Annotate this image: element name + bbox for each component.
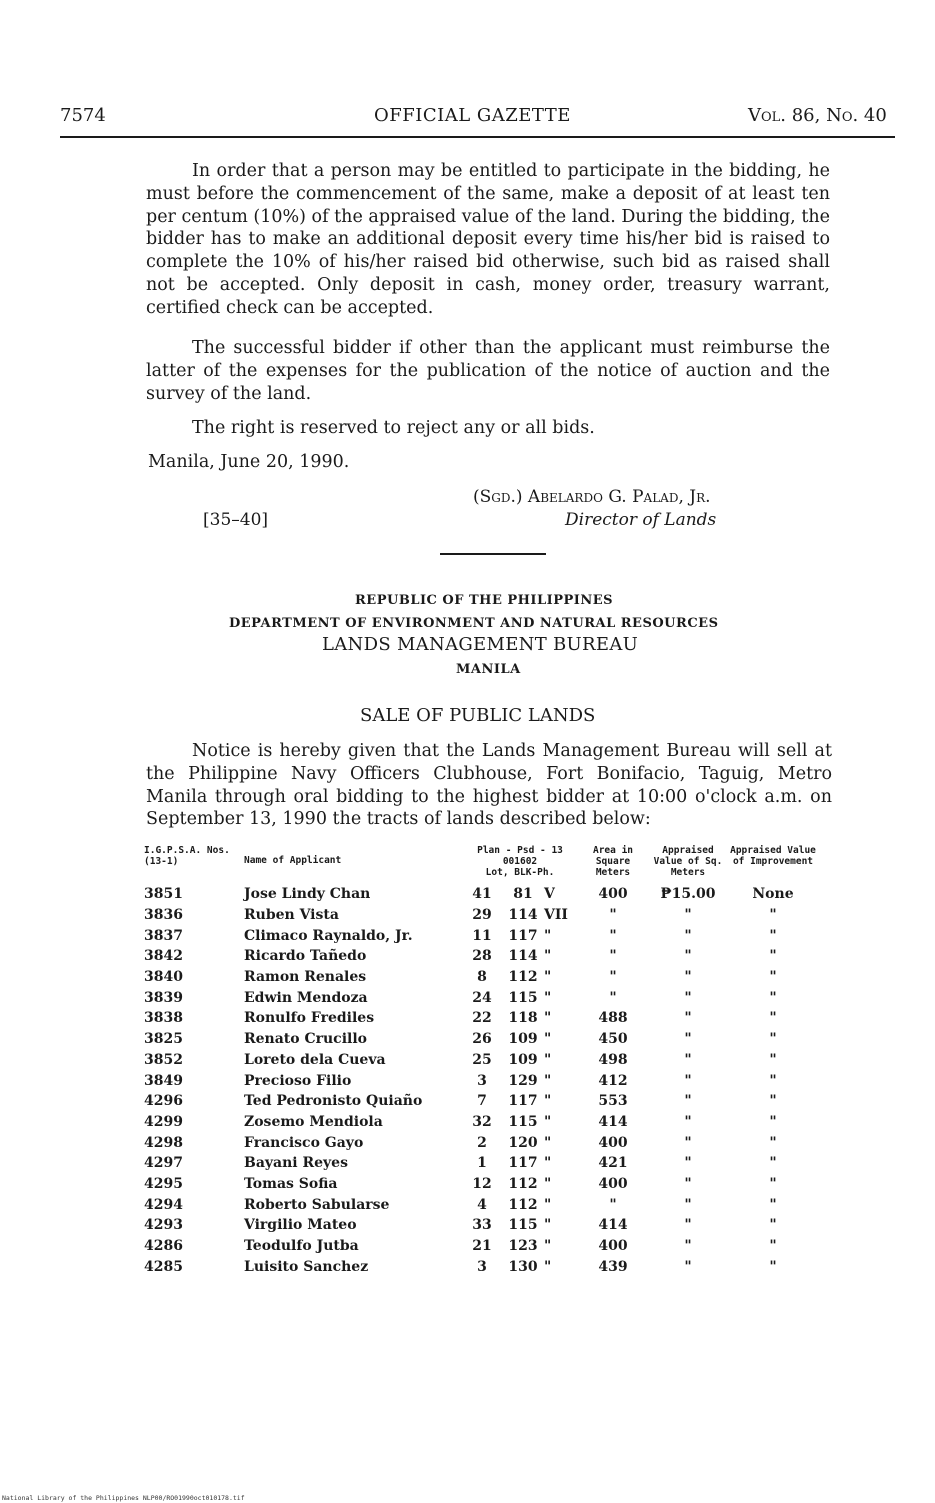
- cell-ph: ": [544, 1031, 552, 1048]
- header-plan: [462, 845, 578, 878]
- cell-no: 3838: [144, 1010, 183, 1027]
- cell-lot: 2: [477, 1134, 487, 1151]
- cell-blk: 118: [508, 1010, 538, 1027]
- cell-value: ": [684, 1238, 692, 1255]
- cell-name: Ruben Vista: [244, 907, 339, 924]
- cell-ph: ": [544, 969, 552, 986]
- cell-lot: 28: [472, 948, 492, 965]
- cell-lot: 3: [477, 1258, 487, 1275]
- cell-name: Francisco Gayo: [244, 1134, 364, 1151]
- cell-area: 400: [598, 1238, 628, 1255]
- cell-ph: ": [544, 1155, 552, 1172]
- cell-ph: ": [544, 1134, 552, 1151]
- cell-imp: ": [769, 1196, 777, 1213]
- agency-republic: REPUBLIC OF THE PHILIPPINES: [355, 593, 614, 608]
- cell-name: Luisito Sanchez: [244, 1258, 369, 1275]
- cell-area: 439: [598, 1258, 628, 1275]
- header-area: Area in Square Meters: [592, 845, 634, 878]
- cell-imp: ": [769, 1134, 777, 1151]
- header-name: Name of Applicant: [244, 855, 342, 866]
- cell-imp: ": [769, 1258, 777, 1275]
- cell-imp: ": [769, 927, 777, 944]
- reserve-paragraph: The right is reserved to reject any or all bids.: [192, 418, 595, 438]
- cell-imp: ": [769, 1093, 777, 1110]
- cell-imp: ": [769, 1217, 777, 1234]
- cell-lot: 11: [472, 927, 492, 944]
- cell-area: ": [609, 989, 617, 1006]
- cell-lot: 8: [477, 969, 487, 986]
- cell-value: ": [684, 1051, 692, 1068]
- cell-area: 400: [598, 1134, 628, 1151]
- cell-imp: ": [769, 1238, 777, 1255]
- cell-value: ": [684, 1113, 692, 1130]
- cell-blk: 114: [508, 907, 538, 924]
- cell-lot: 4: [477, 1196, 487, 1213]
- cell-no: 4298: [144, 1134, 183, 1151]
- cell-imp: ": [769, 948, 777, 965]
- cell-no: 3837: [144, 927, 183, 944]
- cell-no: 3836: [144, 907, 183, 924]
- cell-value: ": [684, 1217, 692, 1234]
- header-improvement: Appraised Value of Improvement: [730, 845, 816, 867]
- table-row: [140, 925, 818, 946]
- header-value: Appraised Value of Sq. Meters: [653, 845, 723, 878]
- cell-blk: 112: [508, 1196, 538, 1213]
- table-row: [140, 1174, 818, 1195]
- cell-blk: 81: [513, 886, 533, 903]
- cell-blk: 112: [508, 969, 538, 986]
- table-row: [140, 1008, 818, 1029]
- archive-footer: National Library of the Philippines NLP00/RO01990oct010178.tif: [2, 1494, 245, 1502]
- cell-ph: ": [544, 1093, 552, 1110]
- gazette-title: OFFICIAL GAZETTE: [374, 105, 571, 126]
- cell-lot: 12: [472, 1175, 492, 1192]
- table-row: [140, 1236, 818, 1257]
- table-header-row: [140, 845, 818, 878]
- cell-area: 450: [598, 1031, 628, 1048]
- cell-no: 4296: [144, 1093, 183, 1110]
- cell-value: ": [684, 1134, 692, 1151]
- page-number: 7574: [60, 105, 106, 126]
- cell-ph: V: [544, 886, 555, 903]
- table-row: [140, 946, 818, 967]
- cell-blk: 109: [508, 1031, 538, 1048]
- cell-ph: ": [544, 927, 552, 944]
- agency-city: MANILA: [456, 662, 521, 677]
- cell-area: 421: [598, 1155, 628, 1172]
- cell-area: 412: [598, 1072, 628, 1089]
- header-nos: I.G.P.S.A. Nos. (13-1): [144, 845, 230, 867]
- cell-no: 3839: [144, 989, 183, 1006]
- cell-area: 400: [598, 1175, 628, 1192]
- cell-name: Ricardo Tañedo: [244, 948, 367, 965]
- cell-name: Jose Lindy Chan: [244, 886, 371, 903]
- cell-ph: ": [544, 1010, 552, 1027]
- signature-name: (Sgd.) Abelardo G. Palad, Jr.: [473, 487, 711, 507]
- cell-lot: 29: [472, 907, 492, 924]
- cell-value: ₱15.00: [660, 886, 716, 903]
- land-table: [140, 845, 818, 1277]
- cell-no: 4297: [144, 1155, 183, 1172]
- cell-name: Climaco Raynaldo, Jr.: [244, 927, 413, 944]
- table-row: [140, 987, 818, 1008]
- header-rule: [60, 136, 895, 138]
- cell-value: ": [684, 907, 692, 924]
- table-row: [140, 1132, 818, 1153]
- cell-imp: ": [769, 1072, 777, 1089]
- cell-no: 4299: [144, 1113, 183, 1130]
- cell-no: 3849: [144, 1072, 183, 1089]
- cell-ph: ": [544, 1238, 552, 1255]
- cell-blk: 123: [508, 1238, 538, 1255]
- cell-lot: 41: [472, 886, 492, 903]
- cell-imp: None: [752, 886, 794, 903]
- cell-name: Renato Crucillo: [244, 1031, 367, 1048]
- cell-area: 553: [598, 1093, 628, 1110]
- cell-no: 3840: [144, 969, 183, 986]
- header-plan-number: Plan - Psd - 13 001602: [477, 845, 563, 867]
- cell-lot: 26: [472, 1031, 492, 1048]
- volume-number: Vol. 86, No. 40: [748, 105, 887, 126]
- cell-name: Tomas Sofia: [244, 1175, 338, 1192]
- cell-blk: 130: [508, 1258, 538, 1275]
- cell-no: 3825: [144, 1031, 183, 1048]
- cell-no: 3851: [144, 886, 183, 903]
- cell-blk: 115: [508, 1217, 538, 1234]
- cell-blk: 120: [508, 1134, 538, 1151]
- table-row: [140, 1256, 818, 1277]
- cell-ph: ": [544, 1196, 552, 1213]
- cell-imp: ": [769, 1051, 777, 1068]
- place-date: Manila, June 20, 1990.: [148, 452, 350, 472]
- cell-ph: ": [544, 1175, 552, 1192]
- cell-name: Ronulfo Frediles: [244, 1010, 375, 1027]
- cell-value: ": [684, 1072, 692, 1089]
- cell-blk: 109: [508, 1051, 538, 1068]
- table-body: [140, 878, 818, 1277]
- cell-imp: ": [769, 1155, 777, 1172]
- cell-area: 414: [598, 1113, 628, 1130]
- cell-blk: 129: [508, 1072, 538, 1089]
- table-row: [140, 905, 818, 926]
- cell-no: 3842: [144, 948, 183, 965]
- cell-area: ": [609, 1196, 617, 1213]
- cell-imp: ": [769, 989, 777, 1006]
- cell-area: ": [609, 969, 617, 986]
- cell-name: Edwin Mendoza: [244, 989, 368, 1006]
- cell-area: ": [609, 907, 617, 924]
- cell-lot: 22: [472, 1010, 492, 1027]
- cell-value: ": [684, 1155, 692, 1172]
- section-divider: [440, 553, 546, 555]
- table-row: [140, 1194, 818, 1215]
- cell-area: 488: [598, 1010, 628, 1027]
- cell-no: 4285: [144, 1258, 183, 1275]
- cell-lot: 24: [472, 989, 492, 1006]
- cell-area: 400: [598, 886, 628, 903]
- cell-value: ": [684, 969, 692, 986]
- cell-area: 498: [598, 1051, 628, 1068]
- cell-value: ": [684, 1031, 692, 1048]
- cell-name: Precioso Filio: [244, 1072, 352, 1089]
- notice-reference: [35–40]: [203, 510, 269, 530]
- deposit-paragraph: In order that a person may be entitled to participate in the bidding, he must before the commencement of the same, make a deposit of at least ten per centum (10%) of the appraised value of the land. During the bidding, the bidder has to make an additional deposit every time his/her bid is raised to complete the 10% of his/her raised bid otherwise, such bid as raised shall not be accepted. Only deposit in cash, money order, treasury warrant, certified check can be accepted.: [146, 161, 830, 318]
- cell-value: ": [684, 948, 692, 965]
- cell-ph: ": [544, 1072, 552, 1089]
- cell-value: ": [684, 989, 692, 1006]
- cell-name: Bayani Reyes: [244, 1155, 348, 1172]
- agency-bureau: LANDS MANAGEMENT BUREAU: [322, 634, 639, 655]
- cell-value: ": [684, 1093, 692, 1110]
- notice-paragraph: Notice is hereby given that the Lands Management Bureau will sell at the Philippine Navy Officers Clubhouse, Fort Bonifacio, Taguig, Metro Manila through oral bidding to the highest bidder at 10:00 o'clock a.m. on September 13, 1990 the tracts of lands described below:: [146, 741, 832, 830]
- cell-ph: ": [544, 989, 552, 1006]
- signature-position: Director of Lands: [565, 510, 717, 530]
- table-row: [140, 1112, 818, 1133]
- table-row: [140, 1215, 818, 1236]
- cell-name: Ramon Renales: [244, 969, 367, 986]
- cell-imp: ": [769, 1113, 777, 1130]
- cell-area: ": [609, 927, 617, 944]
- cell-area: ": [609, 948, 617, 965]
- cell-lot: 32: [472, 1113, 492, 1130]
- cell-name: Ted Pedronisto Quiaño: [244, 1093, 423, 1110]
- cell-no: 4295: [144, 1175, 183, 1192]
- cell-ph: VII: [544, 907, 568, 924]
- table-row: [140, 1050, 818, 1071]
- cell-imp: ": [769, 1031, 777, 1048]
- cell-name: Teodulfo Jutba: [244, 1238, 359, 1255]
- header-lot-blk: Lot, BLK-Ph.: [485, 867, 555, 878]
- cell-no: 3852: [144, 1051, 183, 1068]
- cell-blk: 114: [508, 948, 538, 965]
- cell-no: 4294: [144, 1196, 183, 1213]
- cell-blk: 117: [508, 1155, 538, 1172]
- table-row: [140, 1070, 818, 1091]
- cell-ph: ": [544, 1258, 552, 1275]
- cell-blk: 117: [508, 1093, 538, 1110]
- cell-lot: 3: [477, 1072, 487, 1089]
- cell-imp: ": [769, 907, 777, 924]
- cell-lot: 7: [477, 1093, 487, 1110]
- cell-value: ": [684, 1175, 692, 1192]
- cell-name: Zosemo Mendiola: [244, 1113, 383, 1130]
- cell-blk: 115: [508, 1113, 538, 1130]
- cell-name: Virgilio Mateo: [244, 1217, 357, 1234]
- cell-lot: 1: [477, 1155, 487, 1172]
- cell-lot: 25: [472, 1051, 492, 1068]
- table-row: [140, 878, 818, 905]
- cell-no: 4293: [144, 1217, 183, 1234]
- table-row: [140, 1091, 818, 1112]
- cell-ph: ": [544, 1217, 552, 1234]
- table-row: [140, 1153, 818, 1174]
- agency-department: DEPARTMENT OF ENVIRONMENT AND NATURAL RESOURCES: [229, 616, 719, 631]
- cell-blk: 115: [508, 989, 538, 1006]
- cell-ph: ": [544, 948, 552, 965]
- cell-lot: 21: [472, 1238, 492, 1255]
- cell-value: ": [684, 1010, 692, 1027]
- cell-value: ": [684, 1196, 692, 1213]
- cell-imp: ": [769, 969, 777, 986]
- cell-name: Roberto Sabularse: [244, 1196, 390, 1213]
- cell-ph: ": [544, 1051, 552, 1068]
- cell-lot: 33: [472, 1217, 492, 1234]
- table-row: [140, 967, 818, 988]
- cell-area: 414: [598, 1217, 628, 1234]
- cell-imp: ": [769, 1010, 777, 1027]
- cell-value: ": [684, 927, 692, 944]
- cell-name: Loreto dela Cueva: [244, 1051, 386, 1068]
- notice-title: SALE OF PUBLIC LANDS: [360, 705, 596, 726]
- cell-value: ": [684, 1258, 692, 1275]
- table-row: [140, 1029, 818, 1050]
- cell-imp: ": [769, 1175, 777, 1192]
- cell-blk: 117: [508, 927, 538, 944]
- cell-ph: ": [544, 1113, 552, 1130]
- cell-no: 4286: [144, 1238, 183, 1255]
- cell-blk: 112: [508, 1175, 538, 1192]
- reimburse-paragraph: The successful bidder if other than the applicant must reimburse the latter of the expenses for the publication of the notice of auction and the survey of the land.: [146, 338, 830, 404]
